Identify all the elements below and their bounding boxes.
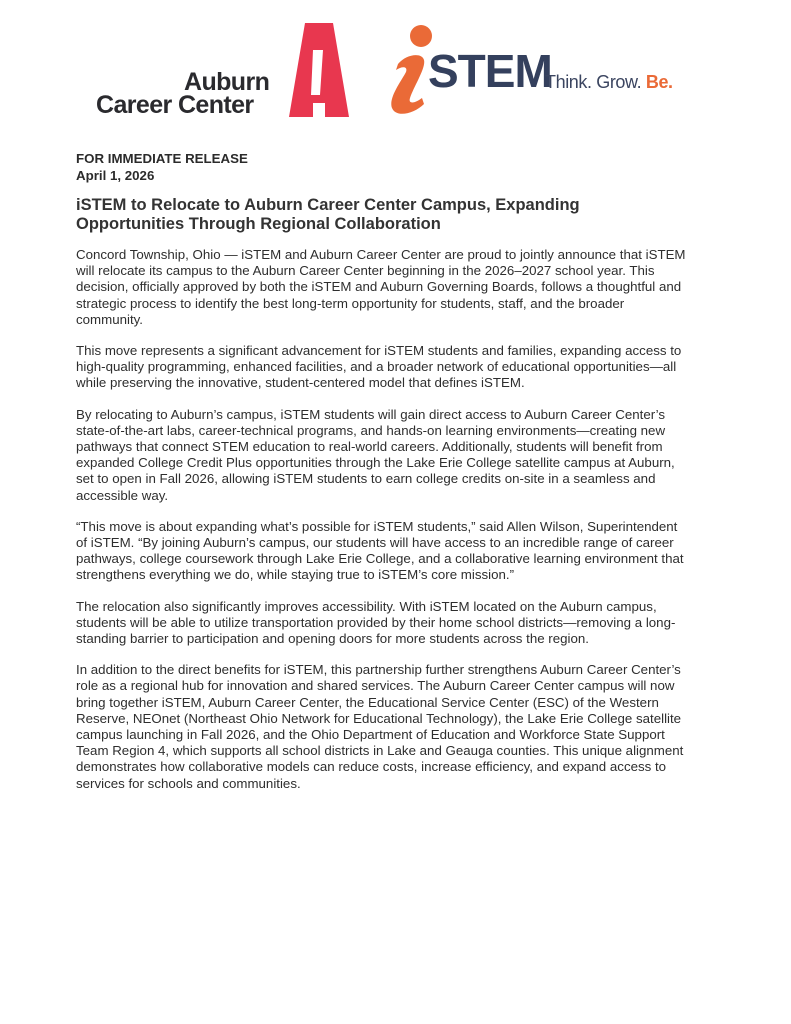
auburn-logo-line1: Auburn: [184, 68, 270, 96]
press-release-body: [76, 151, 686, 792]
istem-tagline: [545, 72, 673, 92]
tagline-be: Be.: [645, 72, 673, 92]
tagline-think-grow: Think. Grow.: [545, 72, 646, 92]
auburn-logo-line2: Career Center: [96, 91, 254, 119]
paragraph-quote: “This move is about expanding what’s possible for iSTEM students,” said Allen Wilson, Superintendent of iSTEM. “By joining Auburn’s campus, our students will have access to an incredible range of career pathways, college coursework through Lake Erie College, and a collaborative learning environment that strengthens everything we do, while staying true to iSTEM’s core mission.”: [76, 518, 684, 583]
paragraph-campus-access: By relocating to Auburn’s campus, iSTEM students will gain direct access to Auburn Career Center’s state-of-the-art labs, career-technical programs, and hands-on learning environments—creating new pathways that connect STEM education to real-world careers. Additionally, students will benefit from expanded College Credit Plus opportunities through the Lake Erie College satellite campus at Auburn, set to open in Fall 2026, allowing iSTEM students to earn college credits on-site in a seamless and accessible way.: [76, 406, 675, 503]
paragraph-advancement: This move represents a significant advancement for iSTEM students and families, expanding access to high-quality programming, enhanced facilities, and a broader network of educational opportunities—all while preserving the innovative, student-centered model that defines iSTEM.: [76, 343, 682, 391]
release-date: April 1, 2026: [76, 167, 155, 183]
headline: iSTEM to Relocate to Auburn Career Center Campus, Expanding Opportunities Through Regional Collaboration: [76, 196, 580, 233]
paragraph-regional-hub: In addition to the direct benefits for iSTEM, this partnership further strengthens Auburn Career Center’s role as a regional hub for innovation and shared services. The Auburn Career Center campus will now bring together iSTEM, Auburn Career Center, the Educational Service Center (ESC) of the Western Reserve, NEOnet (Northeast Ohio Network for Educational Technology), the Lake Erie College satellite campus launching in Fall 2026, and the Ohio Department of Education and Workforce State Support Team Region 4, which supports all school districts in Lake and Geauga counties. This unique alignment demonstrates how collaborative models can reduce costs, increase efficiency, and expand access to services for schools and communities.: [76, 662, 684, 791]
paragraph-accessibility: The relocation also significantly improves accessibility. With iSTEM located on the Auburn campus, students will be able to utilize transportation provided by their home school districts—removing a long-standing barrier to participation and opening doors for more students across the region.: [76, 598, 676, 647]
release-label: FOR IMMEDIATE RELEASE: [76, 151, 248, 166]
paragraph-intro: Concord Township, Ohio — iSTEM and Auburn Career Center are proud to jointly announce that iSTEM will relocate its campus to the Auburn Career Center beginning in the 2026–2027 school year. This decision, officially approved by both the iSTEM and Auburn Governing Boards, follows a thoughtful and strategic process to identify the best long-term opportunity for students, staff, and the broader community.: [76, 247, 686, 327]
header-logos: [0, 0, 791, 130]
istem-wordmark: STEM: [428, 45, 552, 97]
auburn-a-logo-icon: [289, 23, 349, 117]
